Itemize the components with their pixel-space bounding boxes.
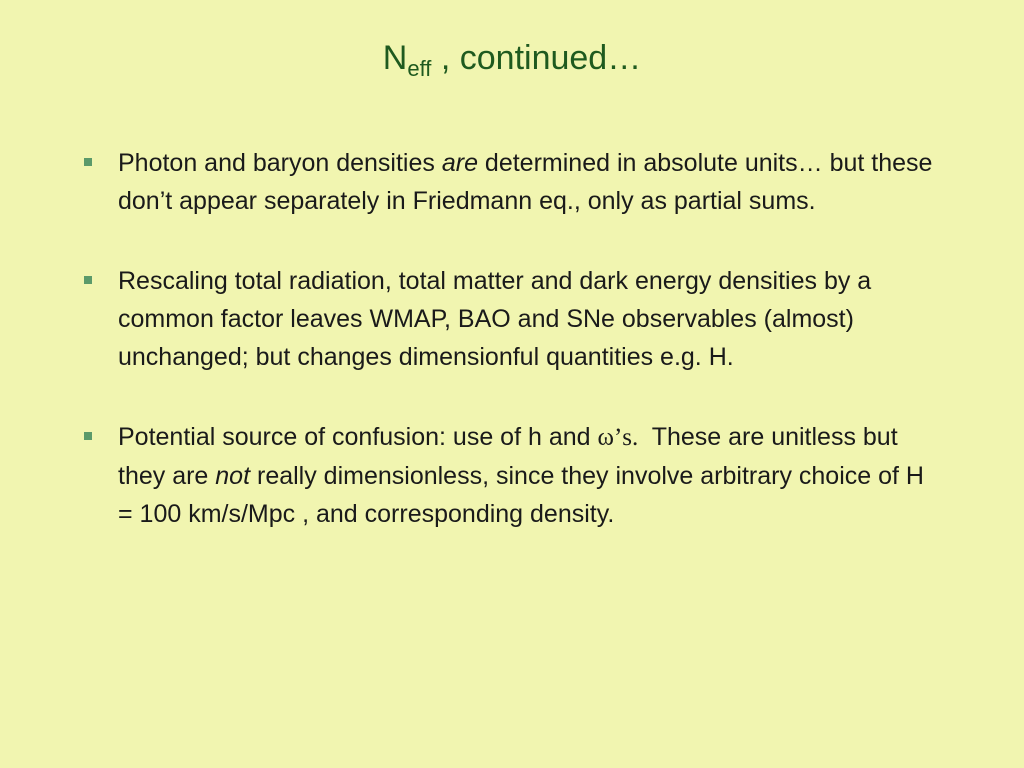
title-rest: , continued… [431,39,642,77]
bullet-3-mid: These are unitless but they are [118,423,905,490]
title-main: N [382,39,408,77]
title-subscript: eff [407,56,432,81]
square-bullet-icon [84,158,92,166]
bullet-1-tail: determined in absolute units… but these don’t appear separately in Friedmann eq., only as partial sums. [118,149,933,215]
slide-title [0,36,1024,80]
bullet-3-omega-symbol: ω’s. [597,424,639,451]
square-bullet-icon [84,432,92,440]
bullet-1-emphasis: are [441,149,478,177]
square-bullet-icon [84,276,92,284]
bullet-3-emphasis: not [215,462,251,490]
bullet-list [82,144,942,575]
bullet-3-lead: Potential source of confusion: use of h and [118,423,598,451]
bullet-item-1 [82,144,942,220]
bullet-1-lead: Photon and baryon densities [118,149,442,177]
bullet-2-text: Rescaling total radiation, total matter and dark energy densities by a common factor leaves WMAP, BAO and SNe observables (almost) unchanged; but changes dimensionful quantities e.g. H. [118,267,872,371]
bullet-item-2 [82,262,942,376]
bullet-3-tail: really dimensionless, since they involve arbitrary choice of H = 100 km/s/Mpc , and corresponding density. [118,462,924,528]
bullet-item-3 [82,418,942,533]
